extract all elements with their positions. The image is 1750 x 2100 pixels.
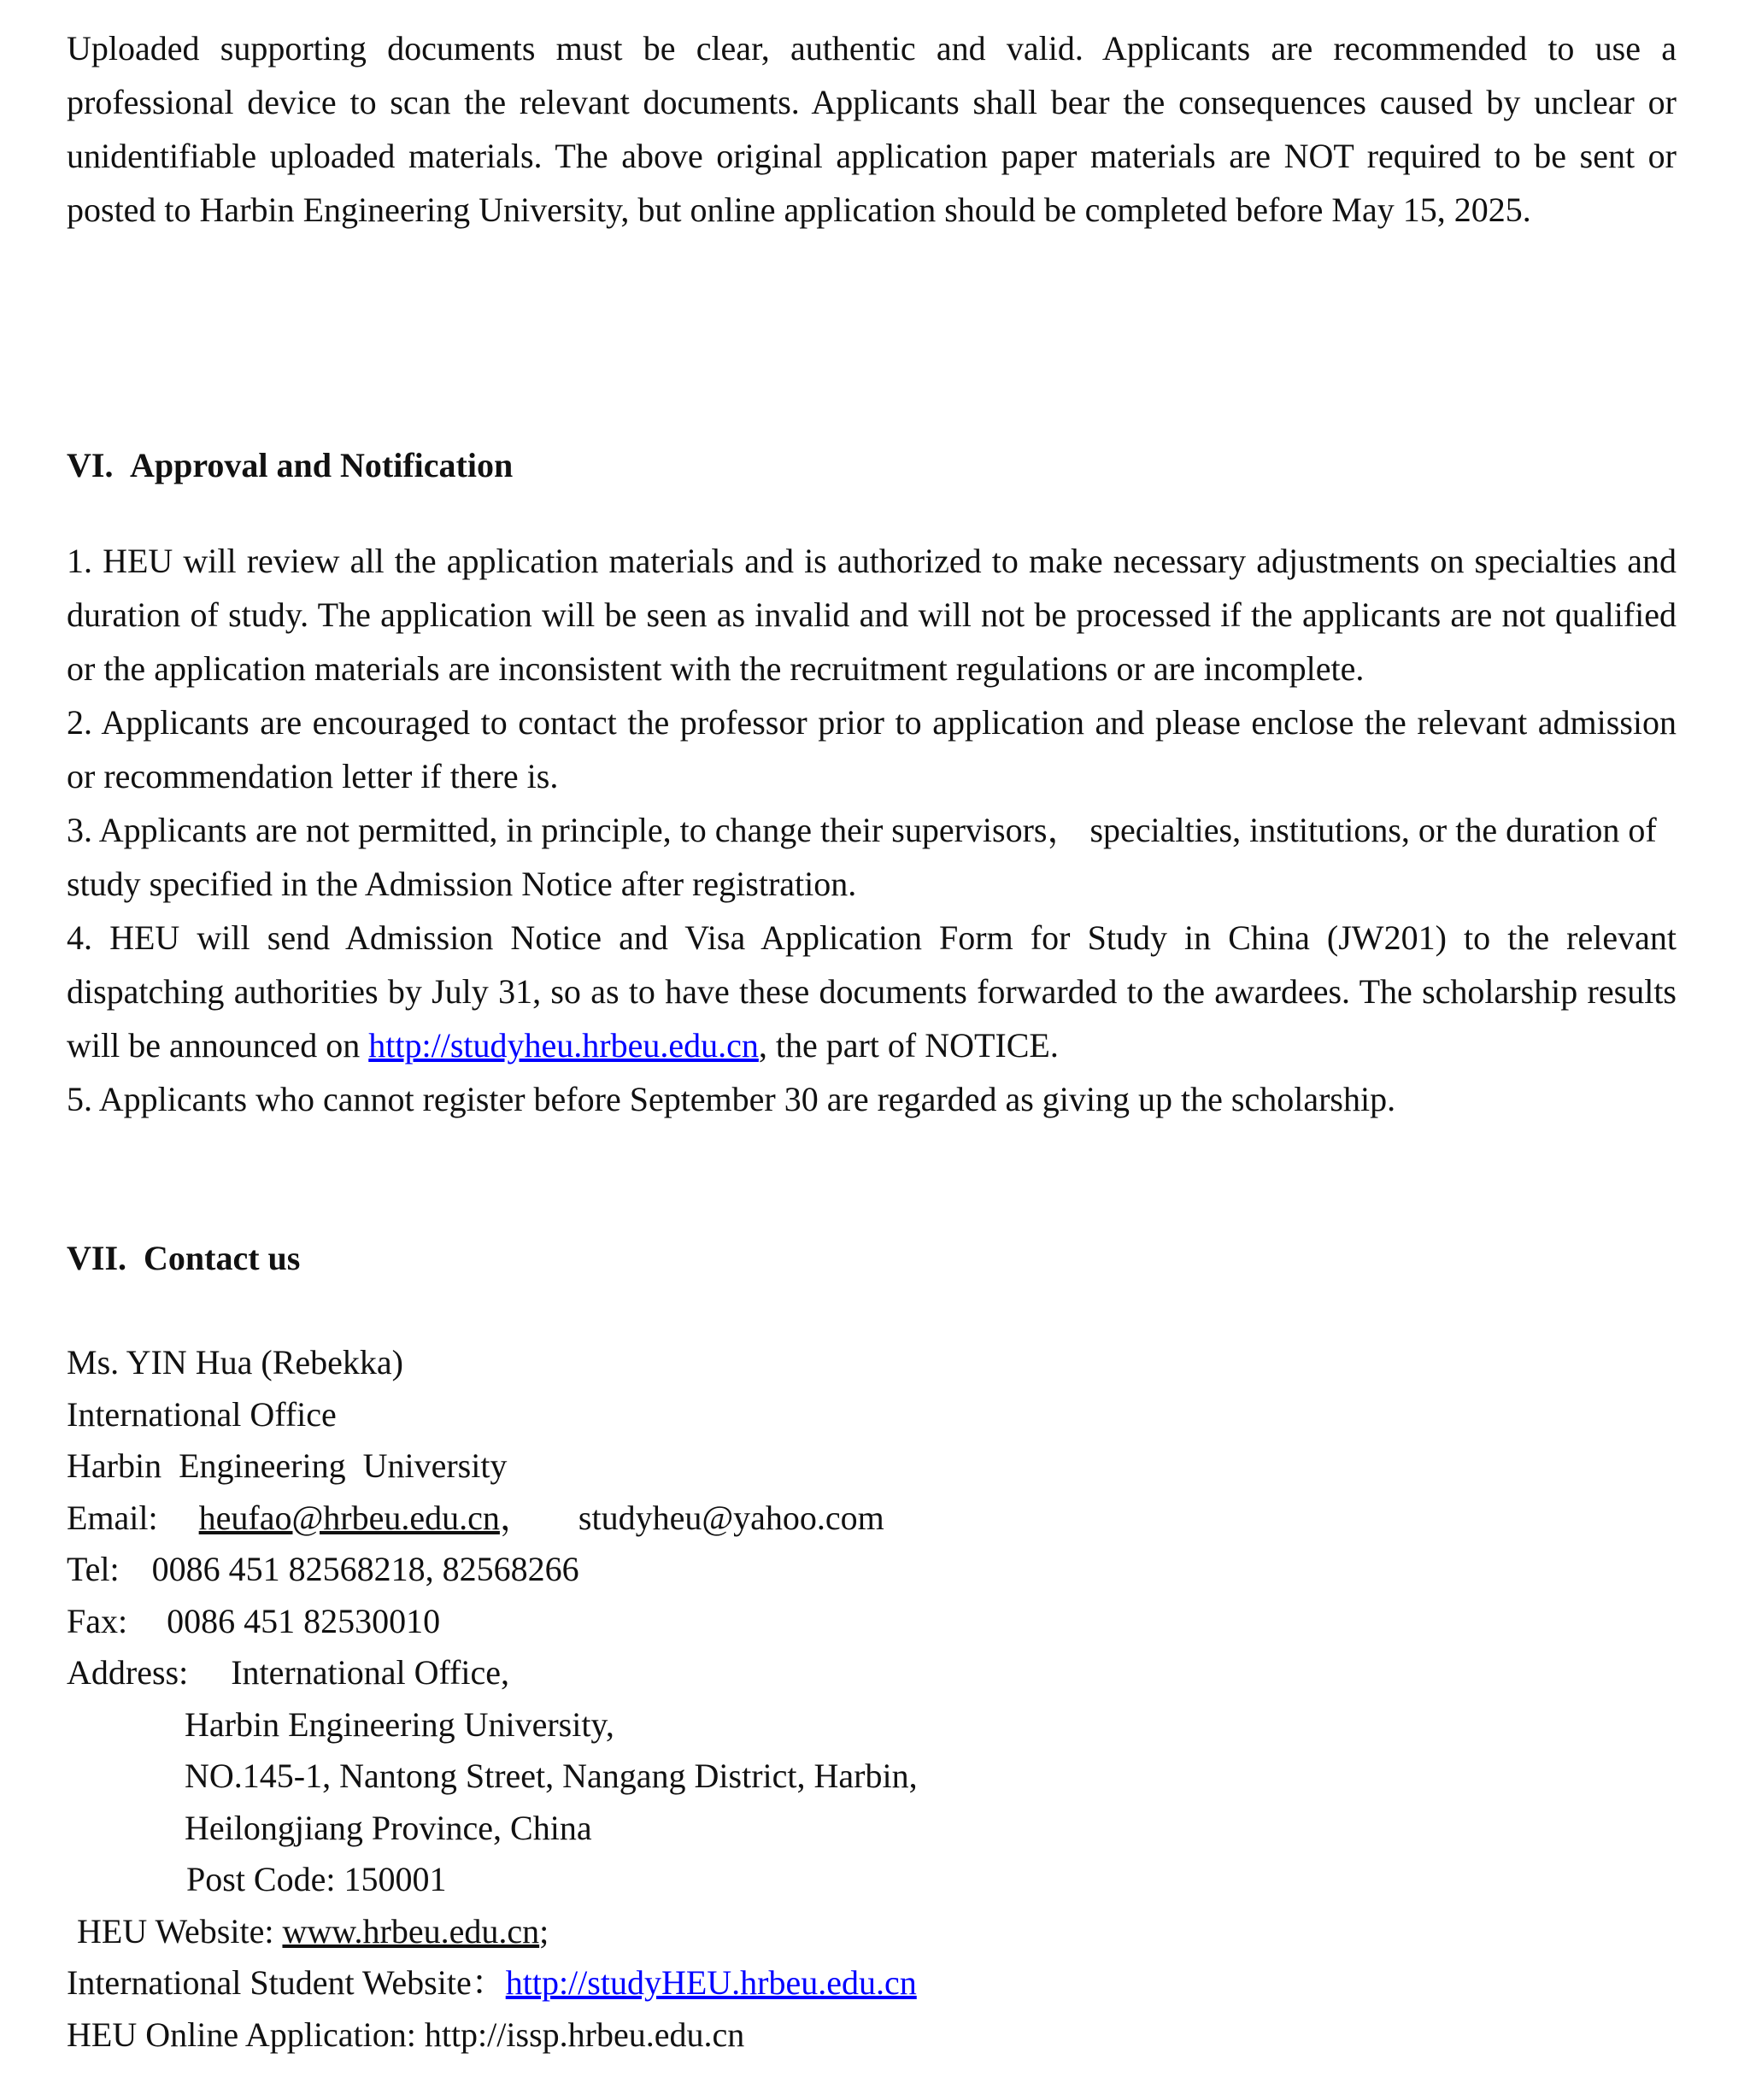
contact-office: International Office bbox=[67, 1394, 337, 1434]
approval-item-4-text: 4. HEU will send Admission Notice and Visa Application Form for Study in China (JW201) to the relevant dispatching authorities by July 31, so as to have these documents forwarded to the awardees. The scholarship results will be announced on bbox=[67, 918, 1677, 1065]
approval-item-1: 1. HEU will review all the application materials and is authorized to make necessary adjustments on specialties and duration of study. The application will be seen as invalid and will not be processed if the applicants are not qualified or the application materials are inconsistent with the recruitment regulations or are incomplete. bbox=[67, 542, 1677, 688]
intro-paragraph: Uploaded supporting documents must be clear, authentic and valid. Applicants are recommended to use a professional device to scan the relevant documents. Applicants shall bear the consequences caused by unclear or unidentifiable uploaded materials. The above original application paper materials are NOT required to be sent or posted to Harbin Engineering University, but online application should be completed before May 15, 2025. bbox=[67, 29, 1677, 229]
section-title: Contact us bbox=[144, 1239, 301, 1277]
studyheu-link[interactable]: http://studyheu.hrbeu.edu.cn bbox=[368, 1026, 759, 1065]
section-number: VI. bbox=[67, 446, 114, 484]
section-heading-approval bbox=[67, 444, 513, 487]
email-label: Email: bbox=[67, 1498, 158, 1537]
section-number: VII. bbox=[67, 1239, 127, 1277]
section-title: Approval and Notification bbox=[130, 446, 514, 484]
email-separator: ， bbox=[499, 1498, 534, 1537]
address-line-5: Post Code: 150001 bbox=[186, 1860, 447, 1898]
email-primary-link[interactable]: heufao@hrbeu.edu.cn bbox=[198, 1498, 500, 1537]
contact-email-row bbox=[67, 1493, 1677, 1545]
approval-list bbox=[67, 534, 1677, 1126]
intl-student-website-link[interactable]: http://studyHEU.hrbeu.edu.cn bbox=[505, 1963, 917, 2002]
website-suffix: ; bbox=[539, 1911, 549, 1950]
approval-item-2: 2. Applicants are encouraged to contact the professor prior to application and please enclose the relevant admission or recommendation letter if there is. bbox=[67, 703, 1677, 795]
contact-university: Harbin Engineering University bbox=[67, 1446, 508, 1485]
section-heading-contact bbox=[67, 1237, 300, 1280]
approval-item-5: 5. Applicants who cannot register before September 30 are regarded as giving up the scholarship. bbox=[67, 1080, 1396, 1118]
approval-item-4-suffix: , the part of NOTICE. bbox=[758, 1026, 1059, 1065]
email-secondary: studyheu@yahoo.com bbox=[578, 1498, 884, 1537]
address-line-2: Harbin Engineering University, bbox=[185, 1704, 614, 1744]
contact-fax-row bbox=[67, 1596, 1677, 1648]
online-application-url: http://issp.hrbeu.edu.cn bbox=[424, 2015, 745, 2054]
tel-label: Tel: bbox=[67, 1550, 120, 1588]
fax-value: 0086 451 82530010 bbox=[167, 1601, 441, 1640]
contact-website-row bbox=[67, 1906, 1677, 1958]
address-line-4: Heilongjiang Province, China bbox=[185, 1808, 592, 1847]
contact-tel-row bbox=[67, 1544, 1677, 1596]
online-label: HEU Online Application: bbox=[67, 2015, 425, 2054]
contact-online-row bbox=[67, 2009, 1677, 2062]
contact-name: Ms. YIN Hua (Rebekka) bbox=[67, 1343, 403, 1381]
tel-value: 0086 451 82568218, 82568266 bbox=[151, 1550, 579, 1588]
contact-block bbox=[67, 1337, 1677, 2061]
address-line-3: NO.145-1, Nantong Street, Nangang District, Harbin, bbox=[185, 1757, 918, 1795]
address-line-1: International Office, bbox=[231, 1653, 509, 1692]
contact-address-row bbox=[67, 1647, 1677, 1699]
fax-label: Fax: bbox=[67, 1601, 128, 1640]
intl-label: International Student Website： bbox=[67, 1963, 506, 2002]
approval-item-4 bbox=[67, 911, 1677, 1072]
approval-item-3: 3. Applicants are not permitted, in principle, to change their supervisors， specialties, institutions, or the duration of study specified in the Admission Notice after registration. bbox=[67, 811, 1657, 903]
address-label: Address: bbox=[67, 1653, 189, 1692]
contact-intl-row bbox=[67, 1957, 1677, 2009]
website-label: HEU Website: bbox=[77, 1911, 283, 1950]
heu-website-link[interactable]: www.hrbeu.edu.cn bbox=[282, 1911, 540, 1950]
